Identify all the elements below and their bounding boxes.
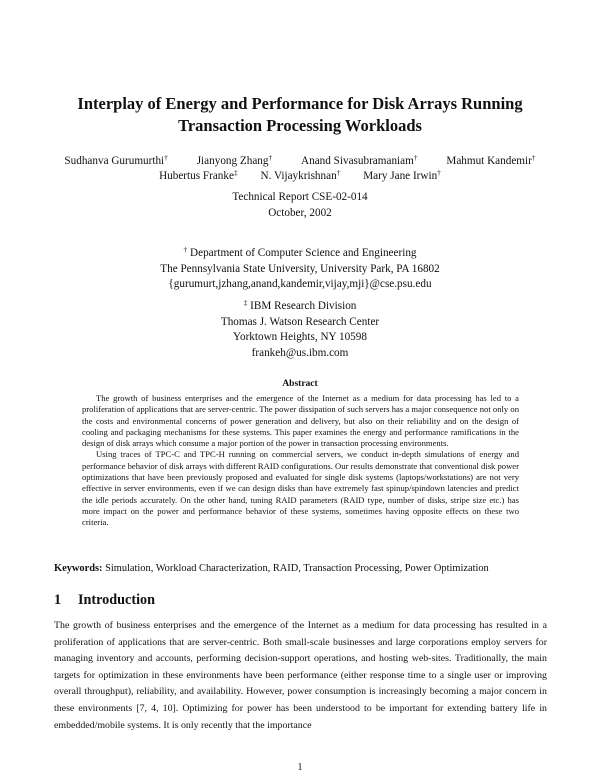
affiliation-mark: †: [531, 153, 536, 162]
abstract-paragraph: The growth of business enterprises and the emergence of the Internet as a medium for data processing has led to a proliferation of applications that are server-centric. The power dissipation of such servers has a major consequence not only on the costs and environmental concerns of power generation and delivery, but also on their reliability and on the design of cooling and packaging mechanisms for these systems. This paper examines the energy and performance ramifications in the design of disk arrays which consume a major portion of the power in transaction processing environments.: [82, 393, 519, 449]
affiliation-ibm: [0, 295, 600, 361]
affiliation-dept: † Department of Computer Science and Engineering: [183, 245, 417, 259]
affiliation-email: {gurumurt,jzhang,anand,kandemir,vijay,mji}@cse.psu.edu: [168, 278, 432, 290]
affiliation-mark: ‡: [243, 298, 248, 307]
author-name: Mary Jane Irwin†: [363, 168, 441, 182]
author-name: Mahmut Kandemir†: [446, 153, 536, 167]
affiliation-mark: †: [437, 168, 441, 177]
report-date: October, 2002: [268, 206, 332, 219]
abstract-paragraph: Using traces of TPC-C and TPC-H running on commercial servers, we conduct in-depth simulations of energy and performance behavior of disk arrays with different RAID configurations. Our results demonstrate that conventional disk power optimizations that have been previously proposed and evaluated for single disk systems (laptops/workstations) are not very effective in server environments, even if we can design disks than have extremely fast spinup/spindown latencies and predict the idle periods accurately. On the other hand, tuning RAID parameters (RAID type, number of disks, stripe size etc.) has more impact on the power and performance behavior of these systems, sometimes having opposite effects on these two criteria.: [82, 449, 519, 528]
paper-title-line-2: Transaction Processing Workloads: [178, 116, 422, 135]
affiliation-mark: †: [336, 168, 341, 177]
keywords-label: Keywords:: [54, 563, 103, 574]
affiliation-mark: †: [413, 153, 418, 162]
affiliation-email: frankeh@us.ibm.com: [251, 346, 349, 359]
affiliation-division: ‡ IBM Research Division: [243, 298, 357, 312]
section-number: 1: [54, 592, 62, 608]
body-paragraph: The growth of business enterprises and the emergence of the Internet as a medium for data processing has resulted in a proliferation of applications that are server-centric. Both small-scale businesses and large corporations employ servers for managing inventory and accounts, performing decision-support operations, and hosting web-sites. Traditionally, the main targets for optimization in these environments have been performance (either response time to a single user or improving overall throughput), reliability, and availability. However, power consumption is increasingly becoming a major concern in these environments [7, 4, 10]. Optimizing for power has been understood to be important for extending battery life in embedded/mobile systems. It is only recently that the importance: [54, 620, 547, 731]
author-name: N. Vijaykrishnan†: [260, 168, 341, 182]
affiliation-mark: ‡: [233, 168, 238, 177]
report-info: [0, 190, 600, 221]
author-name: Jianyong Zhang†: [196, 153, 273, 167]
section-body: [54, 618, 547, 734]
section-title: Introduction: [78, 592, 155, 608]
keywords: [54, 562, 554, 576]
abstract-heading: Abstract: [282, 379, 318, 389]
affiliation-psu: [0, 242, 600, 293]
section-heading: [54, 592, 155, 609]
author-list-row-2: [0, 165, 600, 184]
paper-title: [0, 93, 600, 137]
affiliation-university: The Pennsylvania State University, University Park, PA 16802: [160, 262, 440, 275]
affiliation-mark: †: [268, 153, 273, 162]
author-name: Sudhanva Gurumurthi†: [64, 153, 168, 167]
author-name: Anand Sivasubramaniam†: [301, 153, 418, 167]
affiliation-center: Thomas J. Watson Research Center: [220, 315, 380, 328]
author-name: Hubertus Franke‡: [159, 168, 238, 182]
report-number: Technical Report CSE-02-014: [232, 191, 368, 203]
abstract-body: [82, 393, 519, 529]
paper-title-line-1: Interplay of Energy and Performance for Disk Arrays Running: [77, 94, 523, 113]
keywords-text: Simulation, Workload Characterization, RAID, Transaction Processing, Power Optimization: [105, 563, 489, 574]
affiliation-mark: †: [164, 153, 168, 162]
affiliation-mark: †: [183, 245, 188, 254]
page-number: 1: [297, 762, 303, 773]
affiliation-location: Yorktown Heights, NY 10598: [233, 331, 367, 343]
